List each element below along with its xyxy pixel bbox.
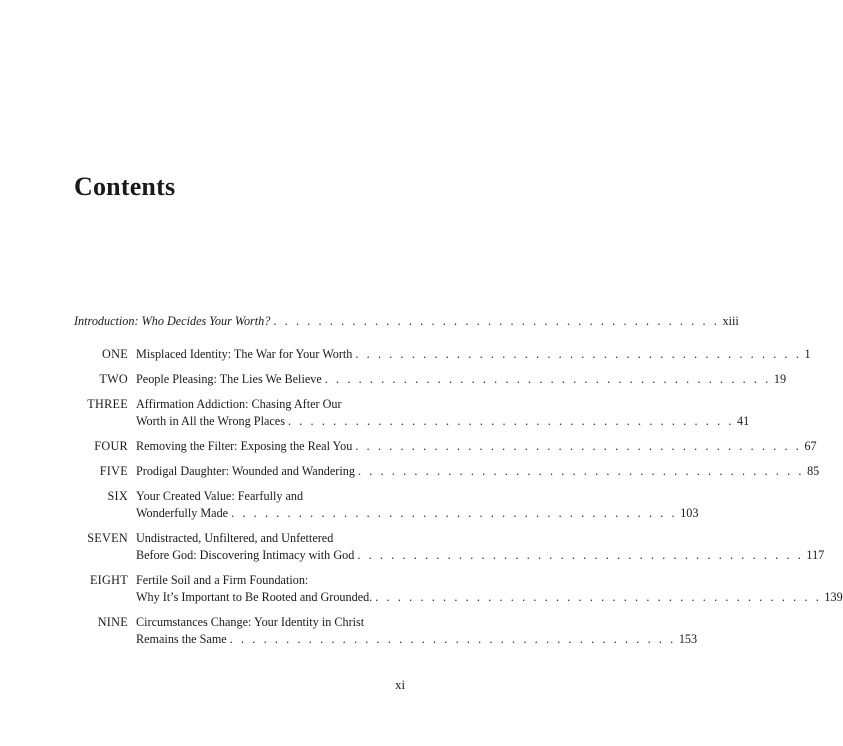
- chapter-title: [136, 371, 786, 388]
- chapter-title-line: [136, 547, 824, 564]
- page-number: xi: [395, 677, 406, 692]
- page-title: Contents: [74, 172, 176, 201]
- toc-entry: [60, 614, 698, 648]
- chapter-title-line: Affirmation Addiction: Chasing After Our: [136, 397, 342, 411]
- chapter-title: [136, 530, 824, 564]
- toc-entry-page: xiii: [722, 314, 739, 328]
- chapter-page: 117: [806, 548, 825, 562]
- chapter-title-line: [136, 371, 786, 388]
- toc-entry: [60, 371, 787, 388]
- chapter-page: 19: [773, 372, 787, 386]
- chapter-title-text: Before God: Discovering Intimacy with God: [136, 548, 355, 562]
- chapter-number: SIX: [107, 489, 128, 503]
- chapter-title-text: People Pleasing: The Lies We Believe: [136, 372, 322, 386]
- chapter-title-text: Why It’s Important to Be Rooted and Grounded.: [136, 590, 373, 604]
- chapter-page: 153: [678, 632, 698, 646]
- toc-entry: [60, 572, 843, 606]
- chapter-title-line: [136, 413, 749, 430]
- chapter-title-text: Prodigal Daughter: Wounded and Wandering: [136, 464, 355, 478]
- dot-leader: . . . . . . . . . . . . . . . . . . . . . . . . . . . . . . . . . . . . . . . .: [324, 372, 771, 386]
- chapter-page: 85: [807, 464, 820, 478]
- chapter-title-line: Circumstances Change: Your Identity in Christ: [136, 615, 365, 629]
- chapter-title-line: Your Created Value: Fearfully and: [136, 489, 304, 503]
- dot-leader: . . . . . . . . . . . . . . . . . . . . . . . . . . . . . . . . . . . . . . . .: [273, 314, 720, 328]
- chapter-title-line: [136, 346, 811, 363]
- chapter-title: [136, 488, 698, 522]
- dot-leader: . . . . . . . . . . . . . . . . . . . . . . . . . . . . . . . . . . . . . . . .: [357, 464, 805, 478]
- chapter-title: [136, 396, 749, 430]
- chapter-page: 67: [804, 439, 817, 453]
- dot-leader: . . . . . . . . . . . . . . . . . . . . . . . . . . . . . . . . . . . . . . . .: [375, 590, 822, 604]
- chapter-title-text: Remains the Same: [136, 632, 227, 646]
- dot-leader: . . . . . . . . . . . . . . . . . . . . . . . . . . . . . . . . . . . . . . . .: [229, 632, 676, 646]
- chapter-title-line: Fertile Soil and a Firm Foundation:: [136, 573, 309, 587]
- toc-entry-list: [60, 346, 843, 656]
- dot-leader: . . . . . . . . . . . . . . . . . . . . . . . . . . . . . . . . . . . . . . . .: [355, 347, 802, 361]
- dot-leader: . . . . . . . . . . . . . . . . . . . . . . . . . . . . . . . . . . . . . . . .: [287, 414, 735, 428]
- chapter-number: NINE: [97, 615, 128, 629]
- toc-entry: [60, 530, 825, 564]
- toc-entry: [60, 488, 699, 522]
- chapter-number: FOUR: [94, 439, 128, 453]
- chapter-title-text: Misplaced Identity: The War for Your Worth: [136, 347, 353, 361]
- chapter-number: ONE: [102, 347, 128, 361]
- chapter-title: [136, 572, 843, 606]
- chapter-title-line: [136, 438, 817, 455]
- toc-entry-title: Introduction: Who Decides Your Worth?: [74, 314, 271, 328]
- chapter-title-text: Wonderfully Made: [136, 506, 229, 520]
- chapter-number: TWO: [99, 372, 128, 386]
- chapter-title-text: Removing the Filter: Exposing the Real You: [136, 439, 353, 453]
- chapter-title: [136, 438, 817, 455]
- dot-leader: . . . . . . . . . . . . . . . . . . . . . . . . . . . . . . . . . . . . . . . .: [355, 439, 802, 453]
- chapter-title: [136, 614, 697, 648]
- toc-intro-entry: [74, 313, 739, 330]
- chapter-page: 103: [680, 506, 699, 520]
- toc-entry: [60, 463, 820, 480]
- chapter-title-line: [136, 589, 843, 606]
- chapter-number: FIVE: [99, 464, 128, 478]
- chapter-number: THREE: [87, 397, 128, 411]
- chapter-number: EIGHT: [89, 573, 128, 587]
- chapter-title: [136, 346, 811, 363]
- chapter-title-line: [136, 631, 697, 648]
- chapter-title-text: Worth in All the Wrong Places: [136, 414, 285, 428]
- chapter-number: SEVEN: [87, 531, 128, 545]
- dot-leader: . . . . . . . . . . . . . . . . . . . . . . . . . . . . . . . . . . . . . . . .: [357, 548, 804, 562]
- chapter-title-line: Undistracted, Unfiltered, and Unfettered: [136, 531, 334, 545]
- chapter-page: 139: [824, 590, 843, 604]
- chapter-page: 41: [737, 414, 750, 428]
- toc-entry: [60, 396, 750, 430]
- dot-leader: . . . . . . . . . . . . . . . . . . . . . . . . . . . . . . . . . . . . . . . .: [231, 506, 678, 520]
- chapter-title-line: [136, 463, 819, 480]
- chapter-page: 1: [804, 347, 811, 361]
- chapter-title-line: [136, 505, 698, 522]
- toc-entry: [60, 346, 811, 363]
- chapter-title: [136, 463, 819, 480]
- toc-entry: [60, 438, 817, 455]
